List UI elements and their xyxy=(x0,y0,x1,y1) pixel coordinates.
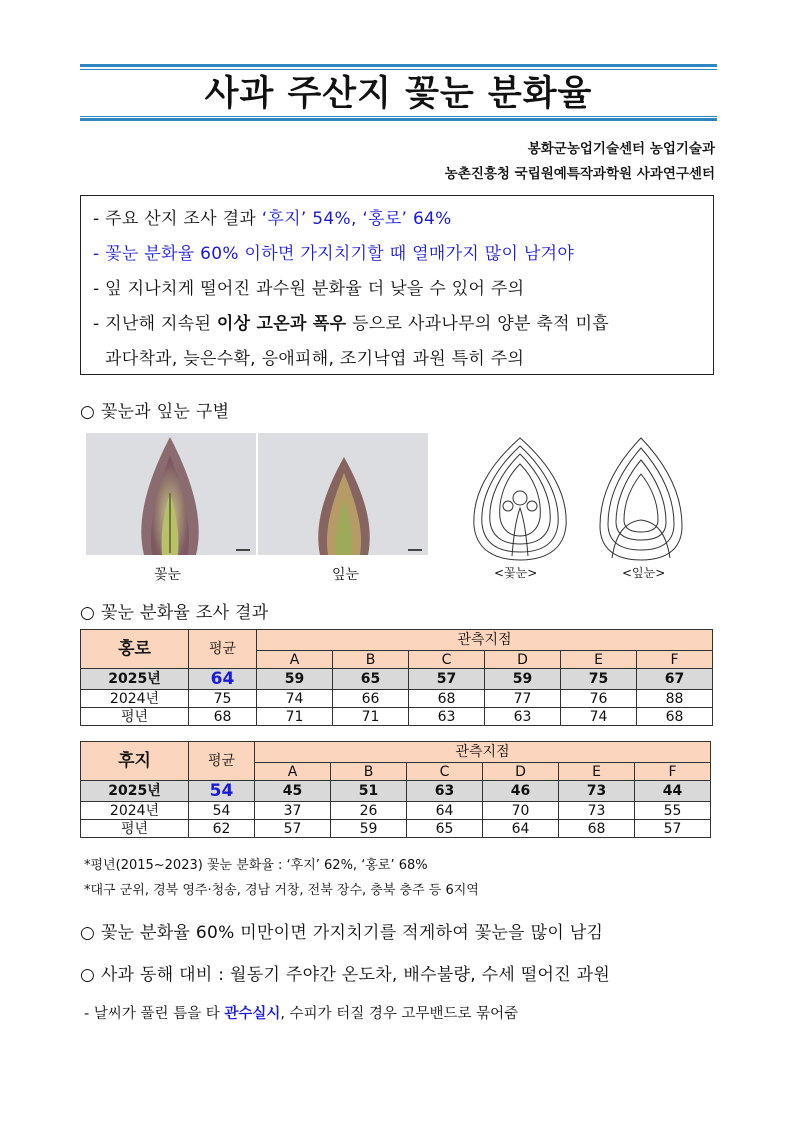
cell: 63 xyxy=(407,781,483,802)
section-pruning-advice: ○ 꽃눈 분화율 60% 미만이면 가지치기를 적게하여 꽃눈을 많이 남김 xyxy=(80,923,604,943)
cultivar-name: 홍로 xyxy=(81,630,189,669)
site-e: E xyxy=(559,763,635,781)
summary-line-3: - 잎 지나치게 떨어진 과수원 분화율 더 낮을 수 있어 주의 xyxy=(93,279,525,299)
summary-line-2: - 꽃눈 분화율 60% 이하면 가지치기할 때 열매가지 많이 남겨야 xyxy=(93,244,575,264)
row-avg: 62 xyxy=(189,820,255,838)
cell: 71 xyxy=(257,708,333,726)
table-header-row xyxy=(81,630,713,651)
title-rule-top xyxy=(80,64,717,67)
site-f: F xyxy=(637,651,713,669)
summary-line-4-text: - 지난해 지속된 xyxy=(93,314,217,334)
cell: 59 xyxy=(257,669,333,690)
flower-bud-diagram xyxy=(470,436,570,564)
cell: 66 xyxy=(333,690,409,708)
cell: 59 xyxy=(331,820,407,838)
site-f: F xyxy=(635,763,711,781)
caption-leaf-photo: 잎눈 xyxy=(332,567,360,583)
cell: 88 xyxy=(637,690,713,708)
row-avg: 54 xyxy=(189,781,255,802)
row-avg: 75 xyxy=(189,690,257,708)
row-year: 2025년 xyxy=(81,669,189,690)
summary-line-4-rest: 등으로 사과나무의 양분 축적 미흡 xyxy=(346,314,610,334)
site-header: 관측지점 xyxy=(257,630,713,651)
cell: 74 xyxy=(561,708,637,726)
cell: 63 xyxy=(409,708,485,726)
site-c: C xyxy=(409,651,485,669)
site-a: A xyxy=(257,651,333,669)
avg-header: 평균 xyxy=(189,630,257,669)
summary-box xyxy=(80,195,714,375)
table-row xyxy=(81,669,713,690)
section-bud-distinction: ○ 꽃눈과 잎눈 구별 xyxy=(80,402,230,422)
summary-line-4-bold: 이상 고온과 폭우 xyxy=(216,314,347,334)
cell: 57 xyxy=(409,669,485,690)
summary-line-4 xyxy=(93,307,701,342)
table-row xyxy=(81,708,713,726)
cell: 77 xyxy=(485,690,561,708)
row-year: 평년 xyxy=(81,708,189,726)
row-year: 2024년 xyxy=(81,690,189,708)
org-line-1: 봉화군농업기술센터 농업기술과 xyxy=(527,141,715,157)
cell: 67 xyxy=(637,669,713,690)
summary-line-1-value: ‘후지’ 54%, ‘홍로’ 64% xyxy=(261,209,452,229)
avg-header: 평균 xyxy=(189,742,255,781)
title-rule-top-thin xyxy=(80,69,717,70)
cell: 65 xyxy=(333,669,409,690)
site-d: D xyxy=(485,651,561,669)
caption-leaf-diagram: <잎눈> xyxy=(622,566,666,580)
cell: 71 xyxy=(333,708,409,726)
frost-bullet-rest: , 수피가 터질 경우 고무밴드로 묶어줌 xyxy=(280,1006,519,1022)
cell: 46 xyxy=(483,781,559,802)
cell: 73 xyxy=(559,781,635,802)
cell: 51 xyxy=(331,781,407,802)
table-row xyxy=(81,781,711,802)
table-hongro xyxy=(80,629,713,726)
cell: 37 xyxy=(255,802,331,820)
cell: 45 xyxy=(255,781,331,802)
title-rule-bottom-thin xyxy=(80,116,717,117)
table-row xyxy=(81,820,711,838)
row-year: 평년 xyxy=(81,820,189,838)
row-avg: 68 xyxy=(189,708,257,726)
cultivar-name: 후지 xyxy=(81,742,189,781)
cell: 68 xyxy=(637,708,713,726)
frost-bullet-text: - 날씨가 풀린 틈을 타 xyxy=(84,1006,225,1022)
cell: 64 xyxy=(483,820,559,838)
site-a: A xyxy=(255,763,331,781)
cell: 55 xyxy=(635,802,711,820)
summary-line-1 xyxy=(93,202,701,237)
summary-line-1-text: - 주요 산지 조사 결과 xyxy=(93,209,262,229)
table-header-row xyxy=(81,742,711,763)
site-b: B xyxy=(333,651,409,669)
cell: 68 xyxy=(559,820,635,838)
caption-flower-diagram: <꽃눈> xyxy=(494,566,538,580)
row-year: 2025년 xyxy=(81,781,189,802)
org-line-2: 농촌진흥청 국립원예특작과학원 사과연구센터 xyxy=(444,166,715,182)
site-d: D xyxy=(483,763,559,781)
cell: 26 xyxy=(331,802,407,820)
leaf-bud-photo xyxy=(258,433,428,555)
title-rule-bottom xyxy=(80,118,717,121)
table-fuji xyxy=(80,741,711,838)
site-b: B xyxy=(331,763,407,781)
caption-flower-photo: 꽃눈 xyxy=(154,567,182,583)
section-survey-results: ○ 꽃눈 분화율 조사 결과 xyxy=(80,603,269,623)
site-header: 관측지점 xyxy=(255,742,711,763)
table-row xyxy=(81,802,711,820)
cell: 63 xyxy=(485,708,561,726)
site-e: E xyxy=(561,651,637,669)
cell: 68 xyxy=(409,690,485,708)
cell: 75 xyxy=(561,669,637,690)
cell: 57 xyxy=(255,820,331,838)
table-row xyxy=(81,690,713,708)
cell: 59 xyxy=(485,669,561,690)
cell: 76 xyxy=(561,690,637,708)
frost-bullet-highlight: 관수실시 xyxy=(224,1006,281,1022)
site-c: C xyxy=(407,763,483,781)
flower-bud-photo xyxy=(86,433,256,555)
cell: 70 xyxy=(483,802,559,820)
cell: 57 xyxy=(635,820,711,838)
row-avg: 64 xyxy=(189,669,257,690)
summary-line-5: 과다착과, 늦은수확, 응애피해, 조기낙엽 과원 특히 주의 xyxy=(105,349,525,369)
section-frost-preparation: ○ 사과 동해 대비 : 월동기 주야간 온도차, 배수불량, 수세 떨어진 과원 xyxy=(80,965,611,985)
leaf-bud-diagram xyxy=(596,436,686,564)
cell: 74 xyxy=(257,690,333,708)
cell: 65 xyxy=(407,820,483,838)
row-year: 2024년 xyxy=(81,802,189,820)
footnote-average: *평년(2015∼2023) 꽃눈 분화율 : ‘후지’ 62%, ‘홍로’ 68% xyxy=(84,858,428,873)
cell: 44 xyxy=(635,781,711,802)
page-title: 사과 주산지 꽃눈 분화율 xyxy=(204,74,593,114)
cell: 73 xyxy=(559,802,635,820)
footnote-regions: *대구 군위, 경북 영주·청송, 경남 거창, 전북 장수, 충북 충주 등 6지역 xyxy=(84,883,479,898)
frost-bullet xyxy=(84,1002,518,1023)
row-avg: 54 xyxy=(189,802,255,820)
cell: 64 xyxy=(407,802,483,820)
